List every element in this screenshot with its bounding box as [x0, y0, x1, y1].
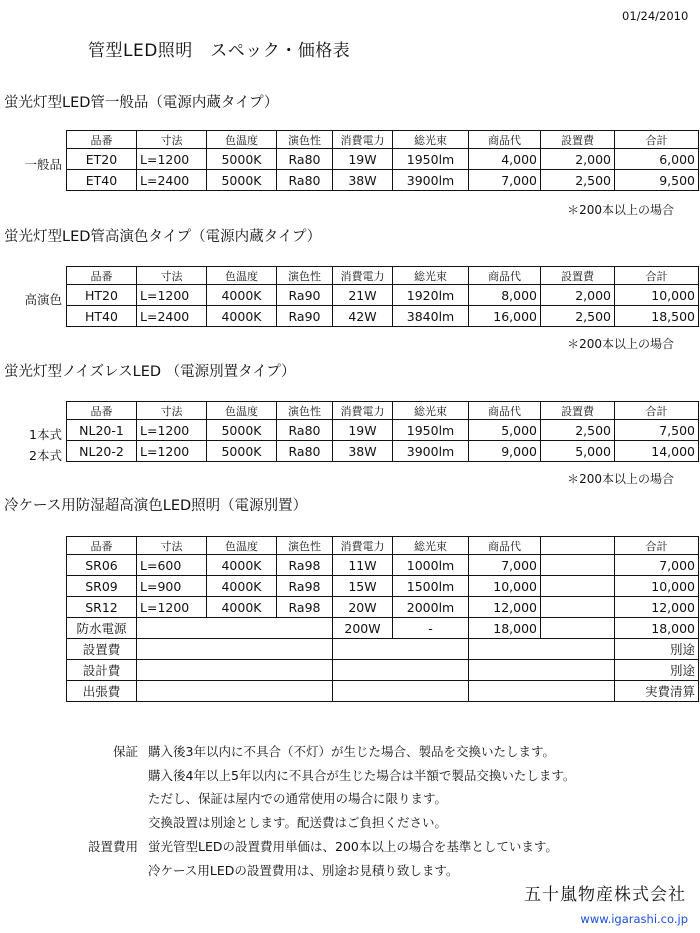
cell-price: 4,000 — [469, 149, 541, 170]
section-title-high-cri: 蛍光灯型LED管高演色タイプ（電源内蔵タイプ） — [4, 229, 322, 245]
cell-color-temp: 5000K — [207, 149, 277, 170]
table-row — [67, 597, 699, 618]
header-cri: 演色性 — [277, 131, 333, 149]
cell-price: 16,000 — [469, 306, 541, 327]
cell-empty — [541, 555, 615, 576]
cell-install: 5,000 — [541, 441, 615, 462]
install-line — [72, 859, 575, 883]
cell-item-label: 防水電源 — [67, 618, 137, 639]
header-color-temp: 色温度 — [207, 267, 277, 285]
table-row — [67, 306, 699, 327]
row-label: 1本式 — [29, 427, 62, 442]
cell-lumen: 1950lm — [393, 420, 469, 441]
cell-size: L=1200 — [137, 441, 207, 462]
spec-table-general — [66, 130, 699, 191]
header-part: 品番 — [67, 537, 137, 555]
header-color-temp: 色温度 — [207, 402, 277, 420]
cell-price: 7,000 — [469, 170, 541, 191]
cell-empty — [469, 660, 615, 681]
header-cri: 演色性 — [277, 402, 333, 420]
row-label: 一般品 — [24, 157, 62, 172]
table-row-extra — [67, 639, 699, 660]
cell-total: 別途 — [615, 660, 699, 681]
header-install: 設置費 — [541, 131, 615, 149]
cell-power: 19W — [333, 149, 393, 170]
cell-total: 12,000 — [615, 597, 699, 618]
cell-power: 11W — [333, 555, 393, 576]
cell-cri: Ra98 — [277, 597, 333, 618]
header-price: 商品代 — [469, 131, 541, 149]
cell-color-temp: 4000K — [207, 285, 277, 306]
cell-item-label: 出張費 — [67, 681, 137, 702]
cell-empty — [541, 618, 615, 639]
cell-part: SR12 — [67, 597, 137, 618]
cell-color-temp: 4000K — [207, 597, 277, 618]
page-title: 管型LED照明 スペック・価格表 — [88, 41, 351, 61]
warranty-text: 購入後3年以内に不具合（不灯）が生じた場合、製品を交換いたします。 — [148, 744, 555, 759]
table-row-extra — [67, 681, 699, 702]
quantity-note: ＊200本以上の場合 — [567, 203, 674, 217]
table-row — [67, 170, 699, 191]
cell-power: 38W — [333, 170, 393, 191]
cell-part: NL20-2 — [67, 441, 137, 462]
cell-size: L=1200 — [137, 420, 207, 441]
cell-empty — [137, 660, 333, 681]
warranty-line — [72, 764, 575, 788]
cell-power: 200W — [333, 618, 393, 639]
cell-empty — [469, 681, 615, 702]
cell-cri: Ra80 — [277, 149, 333, 170]
cell-cri: Ra98 — [277, 576, 333, 597]
header-cri: 演色性 — [277, 537, 333, 555]
header-lumen: 総光束 — [393, 131, 469, 149]
section-title-noiseless: 蛍光灯型ノイズレスLED （電源別置タイプ） — [4, 364, 296, 380]
cell-power: 20W — [333, 597, 393, 618]
install-text: 蛍光管型LEDの設置費用単価は、200本以上の場合を基準としています。 — [148, 838, 558, 854]
header-part: 品番 — [67, 267, 137, 285]
cell-part: SR09 — [67, 576, 137, 597]
cell-total: 10,000 — [615, 285, 699, 306]
header-power: 消費電力 — [333, 402, 393, 420]
table-row — [67, 576, 699, 597]
header-part: 品番 — [67, 402, 137, 420]
cell-size: L=1200 — [137, 285, 207, 306]
cell-lumen: 1000lm — [393, 555, 469, 576]
cell-lumen: 1500lm — [393, 576, 469, 597]
header-install-empty — [541, 537, 615, 555]
cell-size: L=600 — [137, 555, 207, 576]
header-size: 寸法 — [137, 402, 207, 420]
document-date: 01/24/2010 — [622, 9, 689, 23]
header-total: 合計 — [615, 131, 699, 149]
header-size: 寸法 — [137, 131, 207, 149]
cell-total: 18,000 — [615, 618, 699, 639]
cell-color-temp: 5000K — [207, 441, 277, 462]
cell-size: L=1200 — [137, 597, 207, 618]
cell-price: 5,000 — [469, 420, 541, 441]
section-title-general: 蛍光灯型LED管一般品（電源内蔵タイプ） — [4, 95, 279, 111]
section-title-fridge: 冷ケース用防湿超高演色LED照明（電源別置） — [4, 498, 308, 514]
cell-price: 8,000 — [469, 285, 541, 306]
cell-part: NL20-1 — [67, 420, 137, 441]
cell-size: L=900 — [137, 576, 207, 597]
header-total: 合計 — [615, 537, 699, 555]
quantity-note: ＊200本以上の場合 — [567, 472, 674, 486]
header-power: 消費電力 — [333, 537, 393, 555]
table-row — [67, 441, 699, 462]
cell-power: 15W — [333, 576, 393, 597]
install-text: 冷ケース用LEDの設置費用は、別途お見積り致します。 — [148, 862, 459, 878]
header-lumen: 総光束 — [393, 402, 469, 420]
cell-size: L=2400 — [137, 170, 207, 191]
table-row-power-supply — [67, 618, 699, 639]
cell-empty — [333, 681, 469, 702]
header-price: 商品代 — [469, 402, 541, 420]
cell-price: 10,000 — [469, 576, 541, 597]
cell-lumen: 3900lm — [393, 170, 469, 191]
warranty-label: 保証 — [112, 744, 138, 759]
cell-price: 9,000 — [469, 441, 541, 462]
row-label: 高演色 — [24, 292, 62, 307]
header-price: 商品代 — [469, 537, 541, 555]
cell-cri: Ra80 — [277, 170, 333, 191]
cell-empty — [137, 639, 333, 660]
header-size: 寸法 — [137, 537, 207, 555]
header-install: 設置費 — [541, 267, 615, 285]
warranty-line — [72, 811, 575, 835]
cell-total: 7,500 — [615, 420, 699, 441]
warranty-text: 購入後4年以上5年以内に不具合が生じた場合は半額で製品交換いたします。 — [148, 767, 576, 783]
cell-empty — [541, 576, 615, 597]
header-lumen: 総光束 — [393, 267, 469, 285]
cell-empty — [137, 618, 333, 639]
cell-color-temp: 4000K — [207, 306, 277, 327]
table-row — [67, 420, 699, 441]
cell-part: ET20 — [67, 149, 137, 170]
cell-price: 12,000 — [469, 597, 541, 618]
cell-empty — [333, 660, 469, 681]
warranty-text: ただし、保証は屋内での通常使用の場合に限ります。 — [148, 791, 448, 807]
table-row-extra — [67, 660, 699, 681]
header-total: 合計 — [615, 267, 699, 285]
cell-color-temp: 4000K — [207, 576, 277, 597]
company-url[interactable]: www.igarashi.co.jp — [580, 912, 688, 926]
cell-total: 6,000 — [615, 149, 699, 170]
install-label: 設置費用 — [87, 838, 138, 854]
cell-lumen: 1920lm — [393, 285, 469, 306]
cell-empty — [469, 639, 615, 660]
header-install: 設置費 — [541, 402, 615, 420]
cell-price: 18,000 — [469, 618, 541, 639]
cell-lumen: 1950lm — [393, 149, 469, 170]
cell-install: 2,000 — [541, 285, 615, 306]
cell-lumen: 2000lm — [393, 597, 469, 618]
cell-item-label: 設計費 — [67, 660, 137, 681]
cell-power: 21W — [333, 285, 393, 306]
header-price: 商品代 — [469, 267, 541, 285]
cell-lumen: - — [393, 618, 469, 639]
warranty-text: 交換設置は別途とします。配送費はご負担ください。 — [148, 815, 448, 831]
cell-install: 2,500 — [541, 170, 615, 191]
cell-part: HT20 — [67, 285, 137, 306]
warranty-line — [72, 740, 575, 764]
cell-color-temp: 5000K — [207, 170, 277, 191]
header-total: 合計 — [615, 402, 699, 420]
spec-table-noiseless — [66, 401, 699, 462]
cell-empty — [137, 681, 333, 702]
table-header-row — [67, 267, 699, 285]
cell-part: HT40 — [67, 306, 137, 327]
company-name: 五十嵐物産株式会社 — [524, 885, 686, 905]
cell-install: 2,500 — [541, 420, 615, 441]
cell-cri: Ra98 — [277, 555, 333, 576]
table-header-row — [67, 537, 699, 555]
table-header-row — [67, 131, 699, 149]
cell-price: 7,000 — [469, 555, 541, 576]
cell-size: L=1200 — [137, 149, 207, 170]
cell-color-temp: 4000K — [207, 555, 277, 576]
cell-install: 2,000 — [541, 149, 615, 170]
header-lumen: 総光束 — [393, 537, 469, 555]
header-part: 品番 — [67, 131, 137, 149]
header-color-temp: 色温度 — [207, 537, 277, 555]
cell-part: SR06 — [67, 555, 137, 576]
cell-lumen: 3840lm — [393, 306, 469, 327]
install-line — [72, 835, 575, 859]
table-header-row — [67, 402, 699, 420]
header-power: 消費電力 — [333, 267, 393, 285]
cell-power: 38W — [333, 441, 393, 462]
cell-lumen: 3900lm — [393, 441, 469, 462]
cell-total: 7,000 — [615, 555, 699, 576]
cell-install: 2,500 — [541, 306, 615, 327]
table-row — [67, 149, 699, 170]
cell-empty — [541, 597, 615, 618]
quantity-note: ＊200本以上の場合 — [567, 337, 674, 351]
cell-power: 42W — [333, 306, 393, 327]
table-row — [67, 555, 699, 576]
cell-part: ET40 — [67, 170, 137, 191]
cell-color-temp: 5000K — [207, 420, 277, 441]
header-size: 寸法 — [137, 267, 207, 285]
cell-cri: Ra80 — [277, 441, 333, 462]
terms-block — [72, 740, 575, 882]
cell-cri: Ra80 — [277, 420, 333, 441]
spec-table-high-cri — [66, 266, 699, 327]
cell-size: L=2400 — [137, 306, 207, 327]
cell-cri: Ra90 — [277, 285, 333, 306]
cell-power: 19W — [333, 420, 393, 441]
spec-table-fridge — [66, 536, 699, 702]
row-label: 2本式 — [29, 448, 62, 463]
table-row — [67, 285, 699, 306]
cell-empty — [333, 639, 469, 660]
cell-total: 18,500 — [615, 306, 699, 327]
cell-cri: Ra90 — [277, 306, 333, 327]
cell-total: 10,000 — [615, 576, 699, 597]
header-cri: 演色性 — [277, 267, 333, 285]
cell-total: 実費清算 — [615, 681, 699, 702]
header-power: 消費電力 — [333, 131, 393, 149]
cell-total: 別途 — [615, 639, 699, 660]
cell-total: 14,000 — [615, 441, 699, 462]
cell-total: 9,500 — [615, 170, 699, 191]
cell-item-label: 設置費 — [67, 639, 137, 660]
header-color-temp: 色温度 — [207, 131, 277, 149]
warranty-line — [72, 787, 575, 811]
